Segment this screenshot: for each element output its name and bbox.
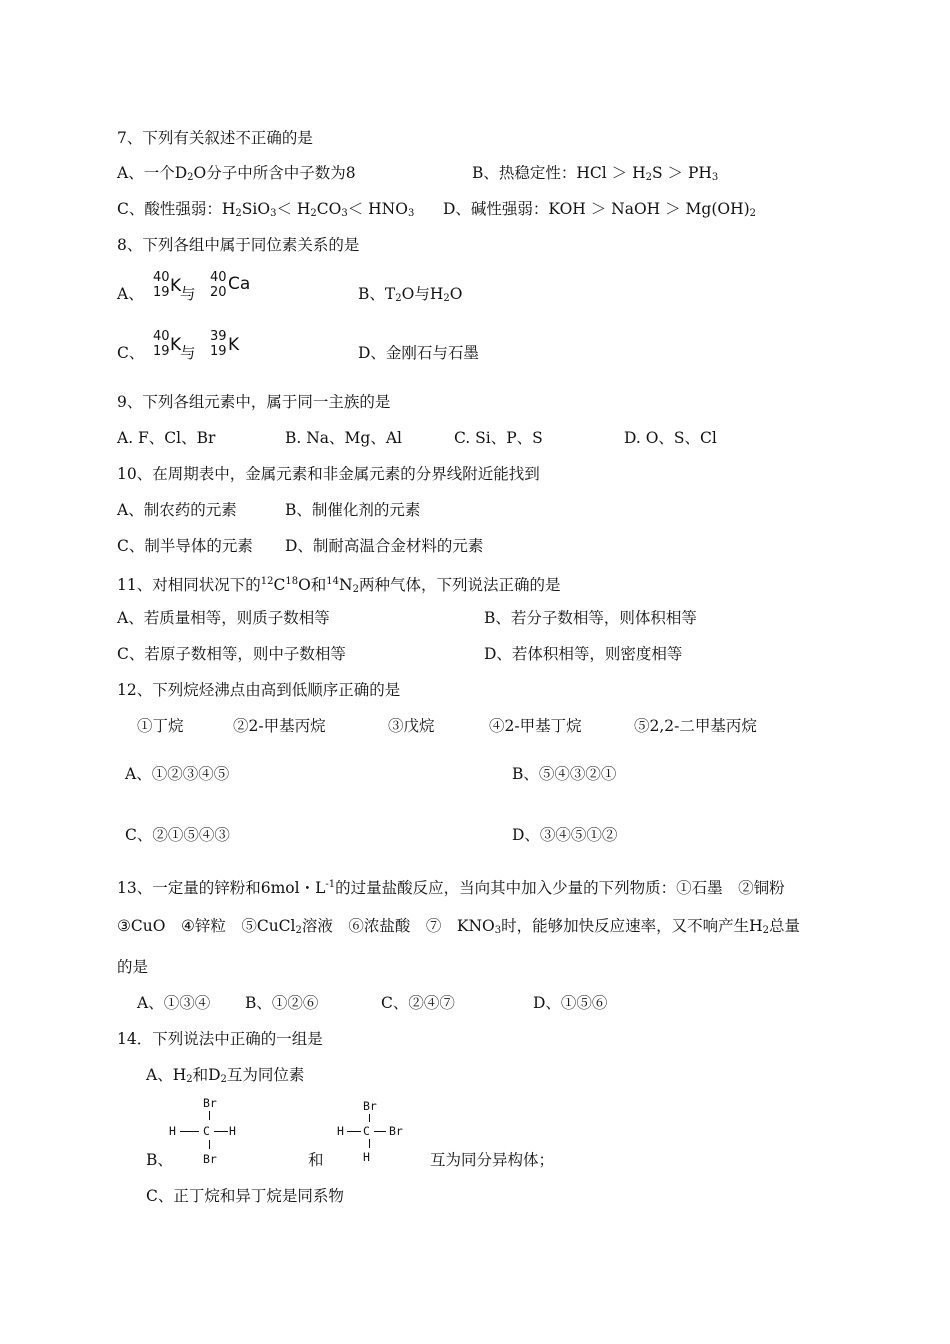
q12-option-c: C、②①⑤④③ [125,826,230,844]
q8-option-a-label: A、 [117,285,144,303]
q13-option-a: A、①③④ [137,994,211,1012]
atom-c: C [203,1124,210,1138]
q14-option-b-label: B、 [146,1151,173,1169]
q10-stem: 10、在周期表中，金属元素和非金属元素的分界线附近能找到 [117,465,540,483]
q11-option-c: C、若原子数相等，则中子数相等 [117,645,346,663]
q12-item: ④2-甲基丁烷 [489,717,582,735]
atom-br: Br [203,1152,217,1166]
q9-stem: 9、下列各组元素中，属于同一主族的是 [117,393,391,411]
atom-h: H [337,1124,344,1138]
q12-item: ②2-甲基丙烷 [233,717,326,735]
q12-option-a: A、①②③④⑤ [125,765,230,783]
q10-option-c: C、制半导体的元素 [117,537,253,555]
q12-item: ⑤2,2-二甲基丙烷 [634,717,757,735]
q13-line-1: 13、一定量的锌粉和6mol・$L^{-1}$的过量盐酸反应，当向其中加入少量的下列物质：①石墨 ②铜粉 [117,879,785,897]
q10-option-d: D、制耐高温合金材料的元素 [285,537,484,555]
q7-stem: 7、下列有关叙述不正确的是 [117,129,313,147]
q9-option-a: A. F、Cl、Br [117,429,216,447]
q12-item: ①丁烷 [137,717,184,735]
q14-option-b-tail: 互为同分异构体； [430,1151,555,1169]
q8-option-d: D、金刚石与石墨 [358,344,479,362]
q12-option-d: D、③④⑤①② [512,826,618,844]
atom-c: C [363,1124,370,1138]
q11-option-d: D、若体积相等，则密度相等 [484,645,683,663]
atom-h: H [229,1124,236,1138]
q13-line-3: 的是 [117,958,149,976]
q11-stem: 11、对相同状况下的$^{12}C^{18}O$和$^{14}N_2$两种气体，下列说法正确的是 [117,576,561,595]
q12-option-b: B、⑤④③②① [512,765,617,783]
q8-option-c-label: C、 [117,344,145,362]
q8-option-c-and: 与 [180,344,196,362]
atom-br: Br [389,1124,403,1138]
q8-option-b: B、$T_2O$与$H_2O$ [358,285,463,304]
q9-option-b: B. Na、Mg、Al [285,429,402,447]
q13-option-d: D、①⑤⑥ [533,994,608,1012]
q14-structure-1 [165,1097,245,1167]
q12-stem: 12、下列烷烃沸点由高到低顺序正确的是 [117,681,401,699]
q11-option-a: A、若质量相等，则质子数相等 [117,609,330,627]
q10-option-b: B、制催化剂的元素 [285,501,421,519]
q7-option-c: C、酸性强弱：$H_2SiO_3< H_2CO_3< HNO_3$ [117,200,415,219]
q11-option-b: B、若分子数相等，则体积相等 [484,609,697,627]
q7-option-b: B、热稳定性：HCl ＞ $H_2S > PH_3$ [472,164,719,183]
atom-br: Br [203,1096,217,1110]
q13-line-2: ③CuO ④锌粒 ⑤CuCl$_2$溶液 ⑥浓盐酸 ⑦ $KNO_3$时，能够加快反应速率，又不响产生$H_2$总量 [117,917,801,936]
atom-h: H [169,1124,176,1138]
q7-option-a: A、一个$D_2O$分子中所含中子数为8 [117,164,356,183]
q8-stem: 8、下列各组中属于同位素关系的是 [117,236,360,254]
q14-option-b-and: 和 [308,1151,324,1169]
q14-option-a: A、$H_2$和$D_2$互为同位素 [146,1066,305,1085]
q14-option-c: C、正丁烷和异丁烷是同系物 [146,1187,344,1205]
q12-item: ③戊烷 [388,717,435,735]
q9-option-c: C. Si、P、S [454,429,543,447]
q14-structure-2 [335,1097,415,1167]
q10-option-a: A、制农药的元素 [117,501,237,519]
atom-br: Br [363,1099,377,1113]
q8-option-a-and: 与 [180,285,196,303]
q14-stem: 14．下列说法中正确的一组是 [117,1030,323,1048]
atom-h: H [363,1150,370,1164]
q13-option-c: C、②④⑦ [381,994,455,1012]
q13-option-b: B、①②⑥ [245,994,319,1012]
q9-option-d: D. O、S、Cl [624,429,717,447]
q7-option-d: D、碱性强弱：KOH ＞ NaOH ＞ $Mg(OH)_2$ [443,200,757,219]
